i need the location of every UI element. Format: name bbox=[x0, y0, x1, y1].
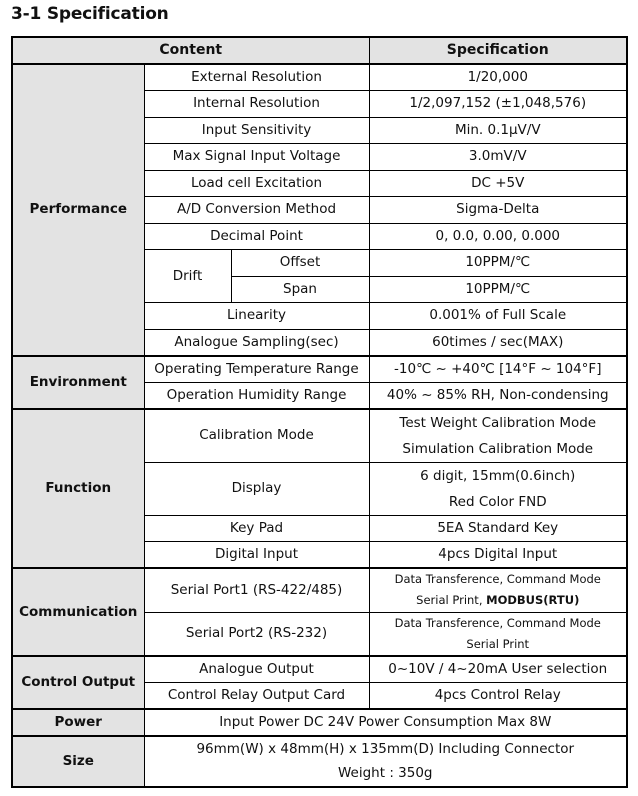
spec-value: 10PPM/℃ bbox=[369, 250, 627, 277]
item-label: Display bbox=[144, 462, 369, 515]
item-label: Serial Port2 (RS-232) bbox=[144, 612, 369, 656]
spec-line: Red Color FND bbox=[448, 493, 547, 510]
spec-line bbox=[373, 590, 624, 611]
table-row bbox=[12, 568, 627, 612]
spec-value: 0~10V / 4~20mA User selection bbox=[369, 656, 627, 683]
header-specification: Specification bbox=[369, 37, 627, 64]
category-control-output: Control Output bbox=[12, 656, 144, 709]
item-label: Span bbox=[231, 276, 369, 303]
spec-value: 4pcs Control Relay bbox=[369, 683, 627, 710]
item-label: Input Sensitivity bbox=[144, 117, 369, 144]
spec-line: Weight : 350g bbox=[338, 765, 433, 781]
spec-value: Min. 0.1μV/V bbox=[369, 117, 627, 144]
spec-line: Data Transference, Command Mode bbox=[394, 615, 601, 630]
spec-value: Input Power DC 24V Power Consumption Max 8W bbox=[144, 709, 627, 736]
category-performance: Performance bbox=[12, 64, 144, 356]
spec-value bbox=[369, 462, 627, 515]
spec-line: Test Weight Calibration Mode bbox=[399, 414, 597, 431]
item-label: Max Signal Input Voltage bbox=[144, 144, 369, 171]
table-row bbox=[12, 356, 627, 383]
item-label: A/D Conversion Method bbox=[144, 197, 369, 224]
spec-value: 5EA Standard Key bbox=[369, 515, 627, 542]
item-label: Offset bbox=[231, 250, 369, 277]
spec-line: 96mm(W) x 48mm(H) x 135mm(D) Including Connector bbox=[196, 741, 575, 757]
item-label: Key Pad bbox=[144, 515, 369, 542]
category-communication: Communication bbox=[12, 568, 144, 656]
category-environment: Environment bbox=[12, 356, 144, 409]
modbus-text: MODBUS(RTU) bbox=[486, 593, 580, 608]
item-label: Analogue Sampling(sec) bbox=[144, 329, 369, 356]
spec-line: 6 digit, 15mm(0.6inch) bbox=[420, 467, 576, 484]
item-label: Operation Humidity Range bbox=[144, 382, 369, 409]
spec-value bbox=[369, 568, 627, 612]
item-label: Control Relay Output Card bbox=[144, 683, 369, 710]
item-label: Decimal Point bbox=[144, 223, 369, 250]
spec-value bbox=[369, 409, 627, 463]
item-label: External Resolution bbox=[144, 64, 369, 91]
drift-label: Drift bbox=[144, 250, 231, 303]
spec-value: DC +5V bbox=[369, 170, 627, 197]
table-header-row bbox=[12, 37, 627, 64]
item-label: Linearity bbox=[144, 303, 369, 330]
spec-value bbox=[144, 736, 627, 787]
item-label: Load cell Excitation bbox=[144, 170, 369, 197]
spec-value: 1/20,000 bbox=[369, 64, 627, 91]
spec-line: Simulation Calibration Mode bbox=[402, 440, 594, 457]
table-row bbox=[12, 709, 627, 736]
spec-text: Serial Print, bbox=[416, 593, 487, 608]
spec-value: 10PPM/℃ bbox=[369, 276, 627, 303]
item-label: Internal Resolution bbox=[144, 91, 369, 118]
spec-value: 40% ~ 85% RH, Non-condensing bbox=[369, 382, 627, 409]
table-row bbox=[12, 64, 627, 91]
spec-value: 3.0mV/V bbox=[369, 144, 627, 171]
item-label: Calibration Mode bbox=[144, 409, 369, 463]
spec-value: 0, 0.0, 0.00, 0.000 bbox=[369, 223, 627, 250]
category-function: Function bbox=[12, 409, 144, 569]
table-row bbox=[12, 656, 627, 683]
spec-value: 1/2,097,152 (±1,048,576) bbox=[369, 91, 627, 118]
item-label: Serial Port1 (RS-422/485) bbox=[144, 568, 369, 612]
spec-value: 4pcs Digital Input bbox=[369, 542, 627, 569]
item-label: Digital Input bbox=[144, 542, 369, 569]
spec-value: -10℃ ~ +40℃ [14°F ~ 104°F] bbox=[369, 356, 627, 383]
spec-value: Sigma-Delta bbox=[369, 197, 627, 224]
item-label: Operating Temperature Range bbox=[144, 356, 369, 383]
item-label: Analogue Output bbox=[144, 656, 369, 683]
section-title: 3-1 Specification bbox=[11, 4, 169, 24]
category-size: Size bbox=[12, 736, 144, 787]
spec-line: Serial Print bbox=[466, 636, 530, 651]
spec-value: 60times / sec(MAX) bbox=[369, 329, 627, 356]
spec-value: 0.001% of Full Scale bbox=[369, 303, 627, 330]
specification-table bbox=[11, 36, 628, 788]
spec-value bbox=[369, 612, 627, 656]
table-row bbox=[12, 736, 627, 787]
category-power: Power bbox=[12, 709, 144, 736]
table-row bbox=[12, 409, 627, 463]
spec-line: Data Transference, Command Mode bbox=[394, 572, 601, 587]
header-content: Content bbox=[12, 37, 369, 64]
